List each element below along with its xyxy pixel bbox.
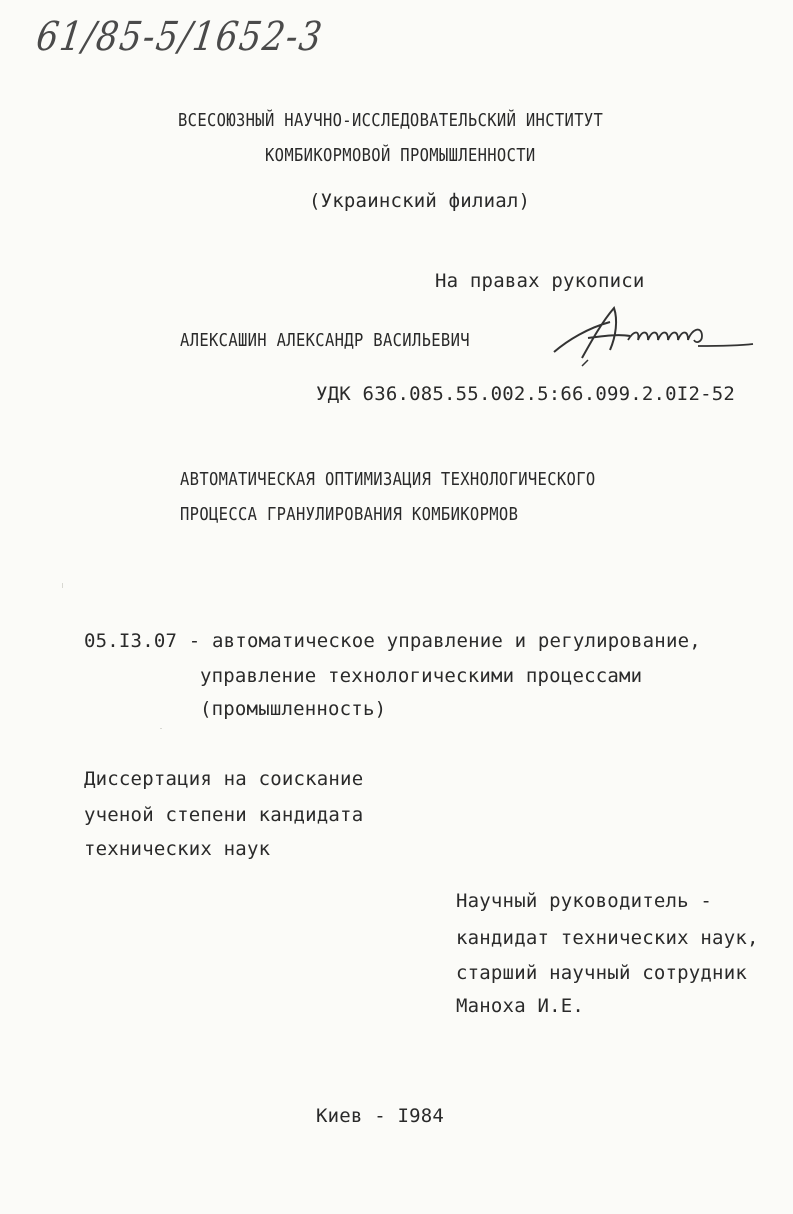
specialty-line-3: (промышленность)	[200, 698, 387, 720]
dissertation-line-2: ученой степени кандидата	[84, 804, 364, 826]
supervisor-name: Маноха И.Е.	[456, 995, 585, 1017]
supervisor-line-3: старший научный сотрудник	[456, 962, 747, 984]
supervisor-line-2: кандидат технических наук,	[456, 927, 759, 949]
udk-code: УДК 636.085.55.002.5:66.099.2.0I2-52	[316, 383, 736, 405]
dissertation-line-1: Диссертация на соискание	[84, 768, 364, 790]
institution-line-2: КОМБИКОРМОВОЙ ПРОМЫШЛЕННОСТИ	[265, 145, 536, 166]
dissertation-line-3: технических наук	[84, 838, 271, 860]
institution-line-1: ВСЕСОЮЗНЫЙ НАУЧНО-ИССЛЕДОВАТЕЛЬСКИЙ ИНСТИТУТ	[178, 110, 604, 131]
institution-branch: (Украинский филиал)	[309, 190, 531, 212]
supervisor-line-1: Научный руководитель -	[456, 890, 713, 912]
catalog-number-handwritten: 61/85-5/1652-3	[33, 14, 327, 60]
title-line-1: АВТОМАТИЧЕСКАЯ ОПТИМИЗАЦИЯ ТЕХНОЛОГИЧЕСКОГО	[180, 469, 596, 490]
manuscript-rights: На правах рукописи	[435, 270, 645, 292]
place-and-year: Киев - I984	[316, 1105, 445, 1127]
author-signature	[548, 300, 763, 370]
specialty-line-1: 05.I3.07 - автоматическое управление и регулирование,	[84, 630, 701, 652]
title-line-2: ПРОЦЕССА ГРАНУЛИРОВАНИЯ КОМБИКОРМОВ	[180, 504, 519, 525]
specialty-line-2: управление технологическими процессами	[200, 665, 643, 687]
author-name: АЛЕКСАШИН АЛЕКСАНДР ВАСИЛЬЕВИЧ	[180, 330, 470, 351]
